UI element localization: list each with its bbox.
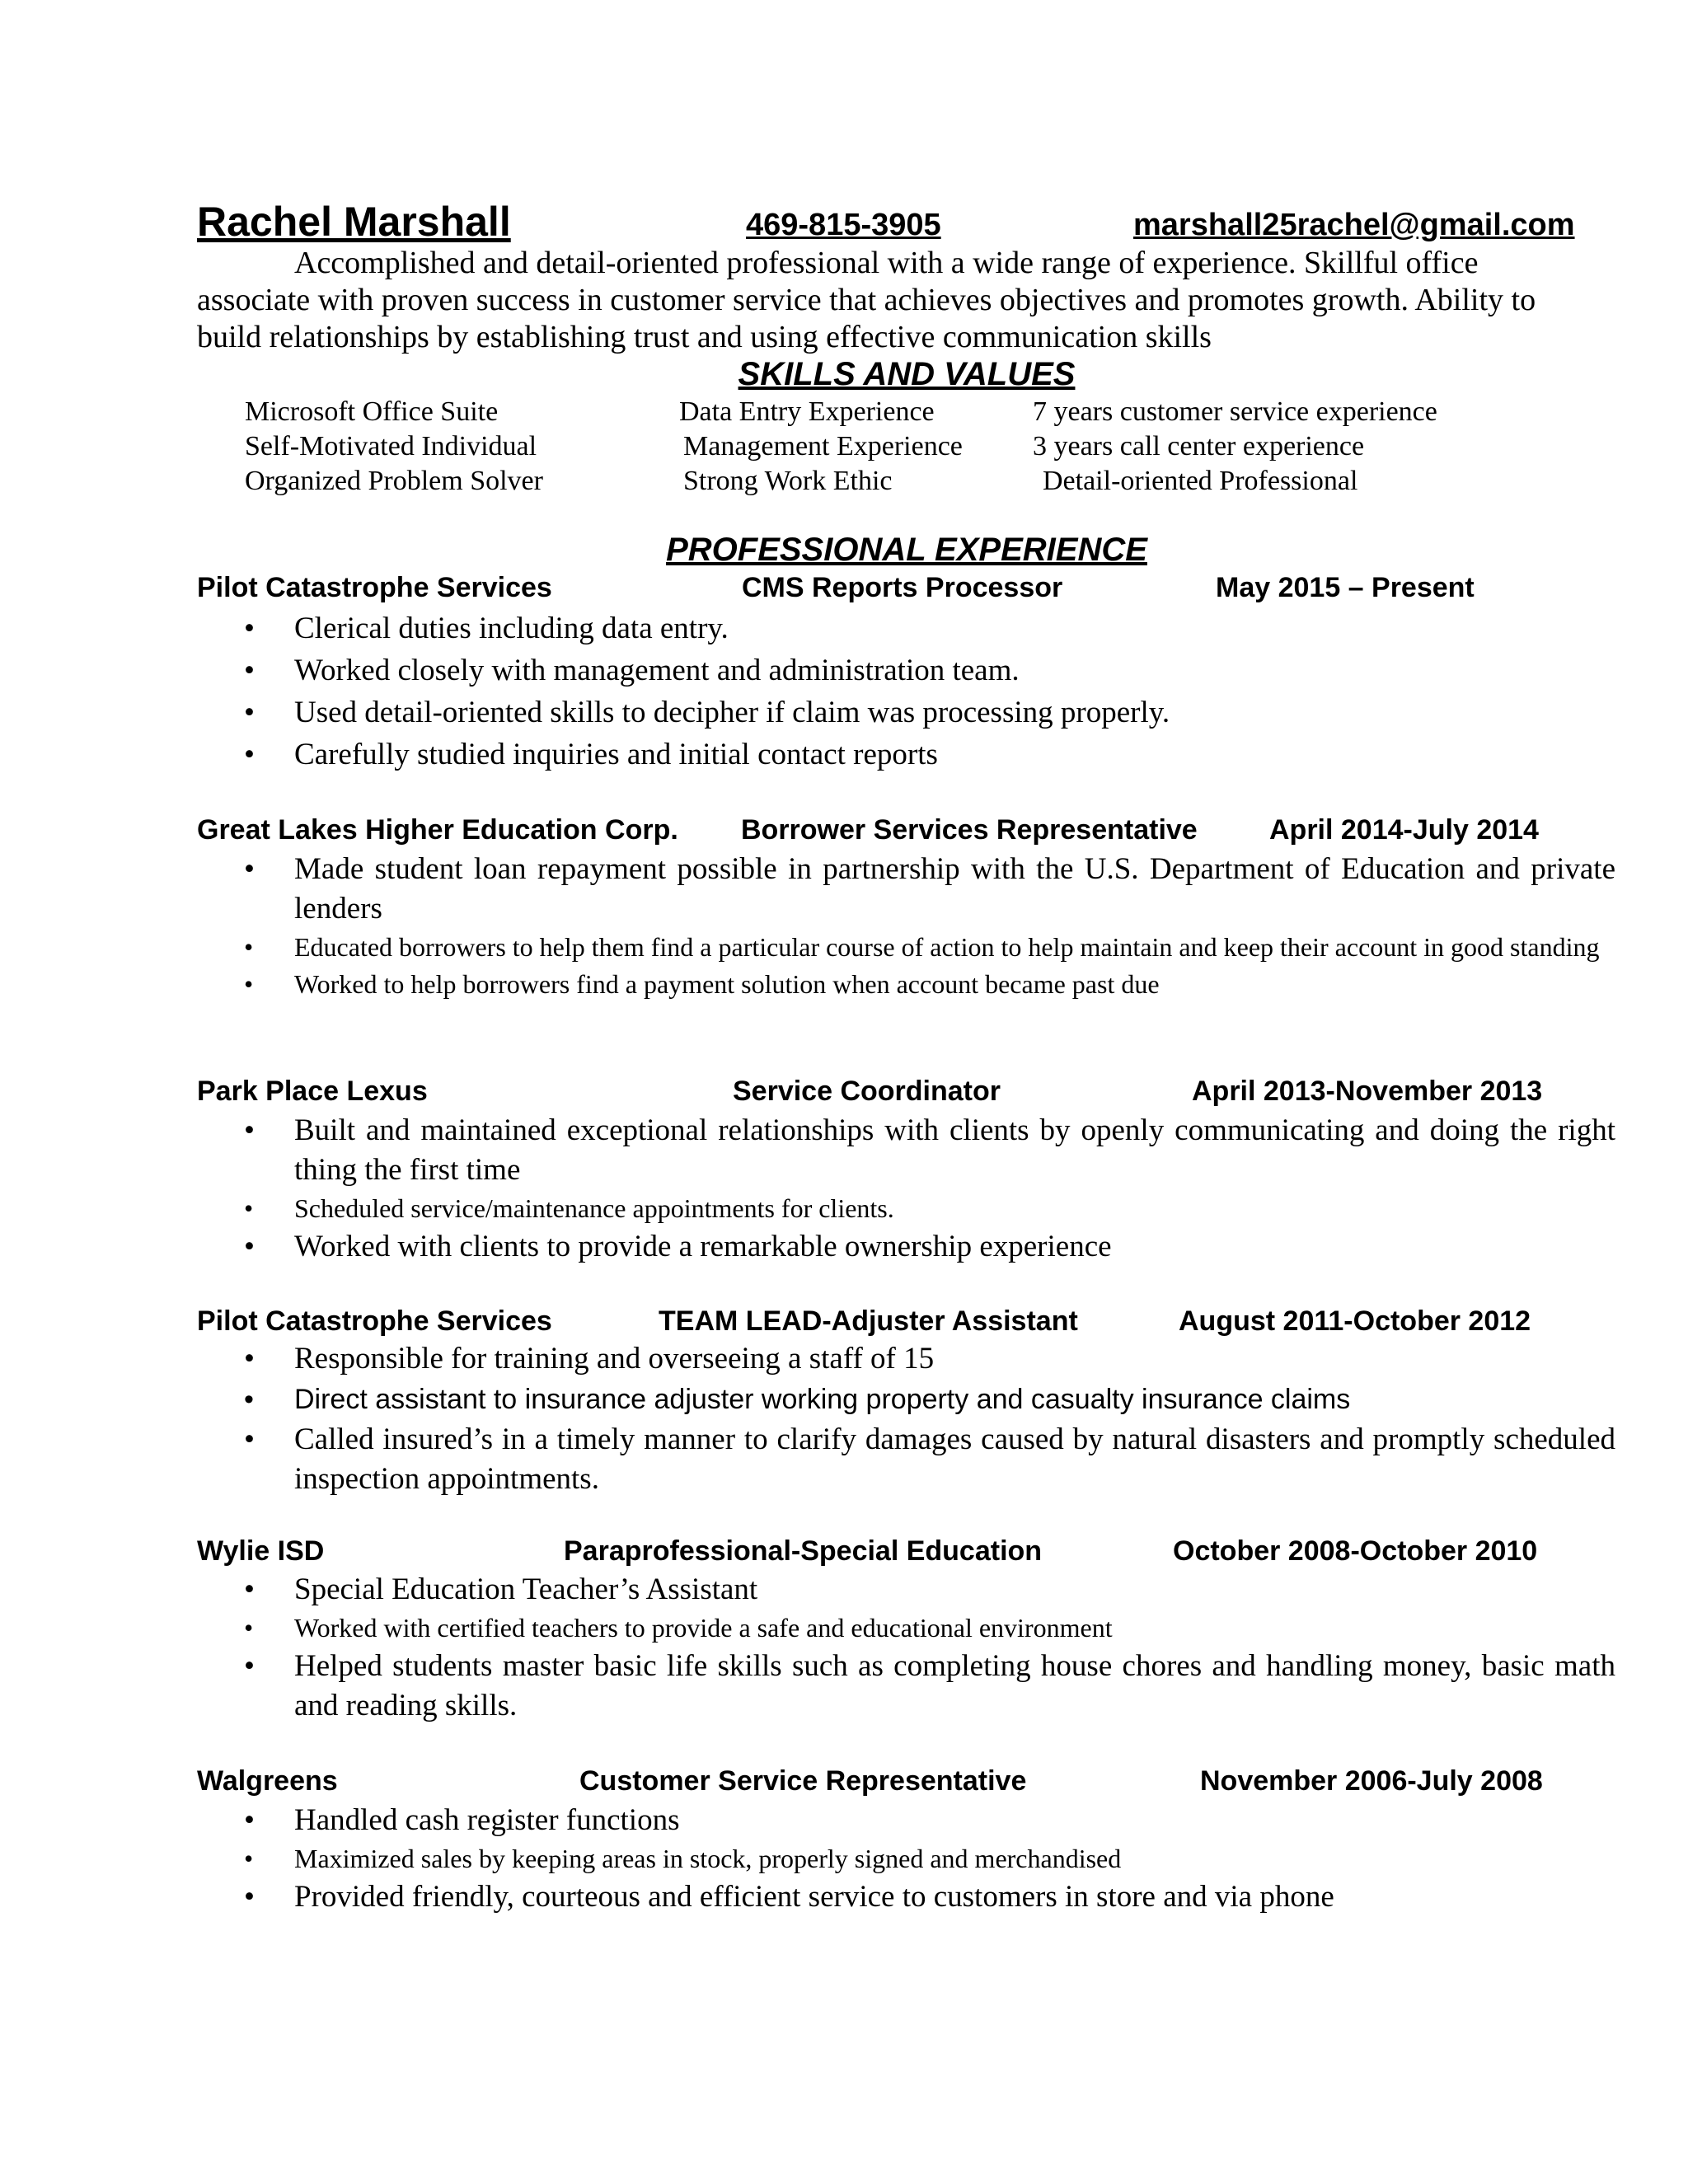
bullet-icon: • bbox=[244, 738, 255, 771]
list-item: • Clerical duties including data entry. bbox=[239, 607, 1615, 649]
list-item: • Provided friendly, courteous and efficient service to customers in store and via phone bbox=[239, 1877, 1615, 1917]
job-role: Customer Service Representative bbox=[579, 1765, 1027, 1797]
bullet-icon: • bbox=[244, 1230, 255, 1263]
bullet-icon: • bbox=[244, 1880, 255, 1914]
bullet-icon: • bbox=[244, 1572, 255, 1606]
skill-item: Organized Problem Solver bbox=[245, 466, 543, 496]
job-dates: October 2008-October 2010 bbox=[1173, 1535, 1538, 1567]
skill-item: 7 years customer service experience bbox=[1033, 396, 1437, 427]
job-bullet-list bbox=[239, 1570, 1615, 1726]
list-item: • Educated borrowers to help them find a particular course of action to help maintain and keep their account in good standing bbox=[239, 929, 1615, 966]
bullet-icon: • bbox=[244, 969, 254, 999]
skills-section-title: SKILLS AND VALUES bbox=[738, 356, 1076, 392]
job-company: Park Place Lexus bbox=[197, 1076, 428, 1107]
bullet-icon: • bbox=[244, 696, 255, 729]
list-item: • Direct assistant to insurance adjuster working property and casualty insurance claims bbox=[239, 1379, 1615, 1420]
job-dates: April 2014-July 2014 bbox=[1269, 814, 1539, 846]
job-bullet-list bbox=[239, 1111, 1615, 1267]
email-address: marshall25rachel@gmail.com bbox=[1133, 208, 1575, 242]
list-item: • Carefully studied inquiries and initial contact reports bbox=[239, 733, 1615, 776]
list-item: • Called insured’s in a timely manner to clarify damages caused by natural disasters and promptly scheduled inspection appointments. bbox=[239, 1420, 1615, 1499]
bullet-icon: • bbox=[244, 1844, 254, 1873]
job-dates: November 2006-July 2008 bbox=[1200, 1765, 1543, 1797]
bullet-icon: • bbox=[244, 1649, 255, 1683]
job-role: Paraprofessional-Special Education bbox=[564, 1535, 1043, 1567]
skill-item: Management Experience bbox=[683, 431, 963, 462]
list-item: • Responsible for training and overseeing a staff of 15 bbox=[239, 1339, 1615, 1379]
list-item: • Handled cash register functions bbox=[239, 1801, 1615, 1840]
bullet-icon: • bbox=[244, 932, 254, 962]
job-dates: April 2013-November 2013 bbox=[1192, 1076, 1543, 1107]
job-company: Pilot Catastrophe Services bbox=[197, 572, 552, 603]
job-dates: August 2011-October 2012 bbox=[1179, 1305, 1531, 1337]
job-bullet-list bbox=[239, 1801, 1615, 1917]
list-item: • Made student loan repayment possible in partnership with the U.S. Department of Education and private lenders bbox=[239, 850, 1615, 929]
job-bullet-list bbox=[239, 850, 1615, 1003]
list-item: • Worked to help borrowers find a payment solution when account became past due bbox=[239, 966, 1615, 1003]
list-item: • Helped students master basic life skills such as completing house chores and handling money, basic math and reading skills. bbox=[239, 1647, 1615, 1726]
bullet-icon: • bbox=[244, 654, 255, 687]
skill-item: Microsoft Office Suite bbox=[245, 396, 499, 427]
bullet-icon: • bbox=[244, 1342, 255, 1376]
bullet-icon: • bbox=[244, 1422, 255, 1456]
job-role: CMS Reports Processor bbox=[742, 572, 1063, 603]
bullet-icon: • bbox=[244, 1113, 255, 1147]
candidate-name: Rachel Marshall bbox=[197, 199, 511, 245]
list-item: • Worked with clients to provide a remarkable ownership experience bbox=[239, 1227, 1615, 1267]
job-bullet-list bbox=[239, 1339, 1615, 1499]
bullet-icon: • bbox=[244, 1613, 254, 1643]
list-item: • Built and maintained exceptional relationships with clients by openly communicating and doing the right thing the first time bbox=[239, 1111, 1615, 1190]
skill-item: 3 years call center experience bbox=[1033, 431, 1365, 462]
bullet-icon: • bbox=[244, 852, 255, 886]
job-bullet-list bbox=[239, 607, 1615, 776]
job-role: Service Coordinator bbox=[733, 1076, 1001, 1107]
list-item: • Special Education Teacher’s Assistant bbox=[239, 1570, 1615, 1610]
skill-item: Detail-oriented Professional bbox=[1043, 466, 1358, 496]
list-item: • Used detail-oriented skills to decipher if claim was processing properly. bbox=[239, 691, 1615, 733]
job-role: Borrower Services Representative bbox=[741, 814, 1198, 846]
bullet-icon: • bbox=[244, 1384, 254, 1415]
bullet-icon: • bbox=[244, 1193, 254, 1223]
professional-summary: Accomplished and detail-oriented professional with a wide range of experience. Skillful office associate with proven success in customer service that achieves objectives and promotes growth. Ability to build relationships by establishing trust and using effective communication skills bbox=[197, 246, 1536, 354]
job-dates: May 2015 – Present bbox=[1216, 572, 1475, 603]
bullet-icon: • bbox=[244, 612, 255, 645]
job-company: Pilot Catastrophe Services bbox=[197, 1305, 552, 1337]
list-item: • Worked closely with management and administration team. bbox=[239, 649, 1615, 691]
list-item: • Worked with certified teachers to provide a safe and educational environment bbox=[239, 1610, 1615, 1647]
skill-item: Strong Work Ethic bbox=[683, 466, 893, 496]
skill-item: Data Entry Experience bbox=[679, 396, 935, 427]
list-item: • Maximized sales by keeping areas in stock, properly signed and merchandised bbox=[239, 1840, 1615, 1877]
skill-item: Self-Motivated Individual bbox=[245, 431, 537, 462]
job-company: Great Lakes Higher Education Corp. bbox=[197, 814, 678, 846]
job-role: TEAM LEAD-Adjuster Assistant bbox=[659, 1305, 1078, 1337]
job-company: Wylie ISD bbox=[197, 1535, 325, 1567]
experience-section-title: PROFESSIONAL EXPERIENCE bbox=[666, 532, 1147, 568]
phone-number: 469-815-3905 bbox=[746, 208, 941, 242]
bullet-icon: • bbox=[244, 1803, 255, 1837]
list-item: • Scheduled service/maintenance appointments for clients. bbox=[239, 1190, 1615, 1227]
job-company: Walgreens bbox=[197, 1765, 338, 1797]
